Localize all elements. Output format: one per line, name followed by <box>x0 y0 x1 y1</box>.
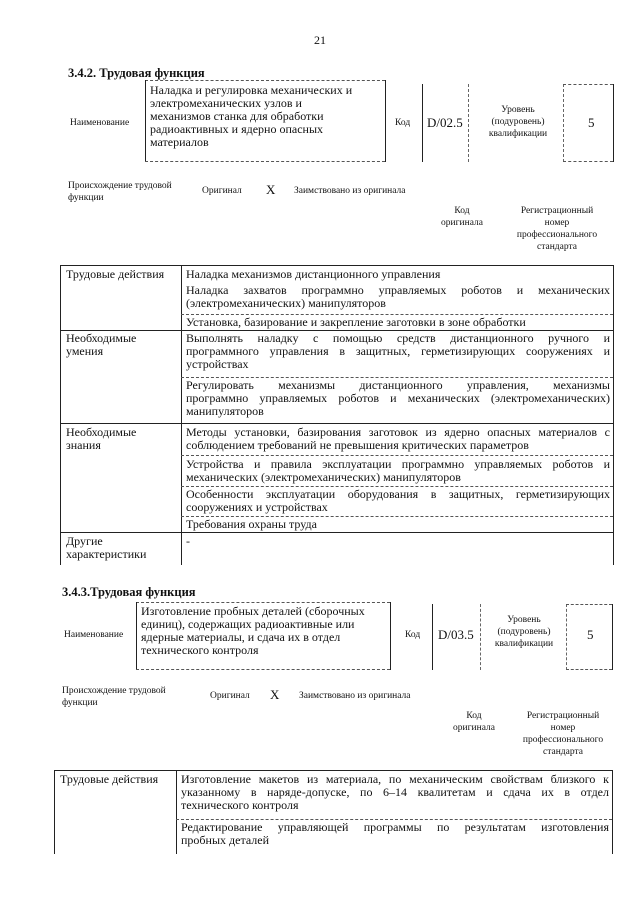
table-cell: Установка, базирование и закрепление заготовки в зоне обработки <box>186 315 526 329</box>
borrowed-label: Заимствовано из оригинала <box>294 186 406 196</box>
code-value: D/03.5 <box>438 627 474 642</box>
table-cell: Изготовление макетов из материала, по механическим свойствам близкого к указанному в наряде-допуске, по 6–14 квалитетам и сдача их в отдел технического контроля <box>181 772 609 812</box>
name-label: Наименование <box>64 630 124 640</box>
table-cell: Выполнять наладку с помощью средств дистанционного ручного и программного управления в защитных, герметизирующих сооружениях и устройствах <box>186 331 610 371</box>
table-cell: Требования охраны труда <box>186 517 317 531</box>
name-box-left-border <box>145 80 146 162</box>
section-heading: 3.4.3.Трудовая функция <box>62 585 196 599</box>
origin-label: Происхождение трудовой функции <box>68 181 172 203</box>
original-code-label: Код оригинала <box>453 711 495 733</box>
name-box-right-border <box>385 80 386 162</box>
table-cell: Методы установки, базирования заготовок из ядерно опасных материалов с соблюдением требований не превышения критических параметров <box>186 425 610 452</box>
original-label: Оригинал <box>210 691 250 701</box>
row-label-knowledge: Необходимые знания <box>66 425 137 452</box>
section-heading: 3.4.2. Трудовая функция <box>68 66 205 80</box>
table-cell: Наладка захватов программно управляемых роботов и механических (электромеханических) манипуляторов <box>186 283 610 310</box>
code-label: Код <box>405 630 421 640</box>
level-value: 5 <box>587 627 594 642</box>
table-cell: Устройства и правила эксплуатации программно управляемых роботов и механических (электромеханических) манипуляторов <box>186 457 610 484</box>
table-cell: Наладка механизмов дистанционного управления <box>186 267 441 281</box>
original-code-label: Код оригинала <box>441 206 483 228</box>
function-name: Изготовление пробных деталей (сборочных единиц), содержащих радиоактивные или ядерные материалы, и сдача их в отдел технического контроля <box>141 604 365 657</box>
level-value: 5 <box>588 115 595 130</box>
code-label: Код <box>395 118 411 128</box>
function-name: Наладка и регулировка механических и электромеханических узлов и механизмов станка для обработки радиоактивных и ядерно опасных материалов <box>150 83 353 149</box>
registration-number-label: Регистрационный номер профессионального стандарта <box>516 206 598 252</box>
row-label-labor-actions: Трудовые действия <box>60 772 159 786</box>
table-cell: Редактирование управляющей программы по результатам изготовления пробных деталей <box>181 820 609 847</box>
level-label: Уровень (подуровень) квалификации <box>494 615 554 649</box>
original-mark: X <box>266 182 276 197</box>
original-label: Оригинал <box>202 186 242 196</box>
name-label: Наименование <box>70 118 130 128</box>
table-cell: Особенности эксплуатации оборудования в защитных, герметизирующих сооружениях и устройствах <box>186 487 610 514</box>
table-cell: Регулировать механизмы дистанционного управления, механизмы программно управляемых роботов и механических (электромеханических) манипуляторов <box>186 378 610 418</box>
original-mark: X <box>270 687 280 702</box>
table-cell: - <box>186 534 190 548</box>
row-label-labor-actions: Трудовые действия <box>66 267 165 281</box>
borrowed-label: Заимствовано из оригинала <box>299 691 411 701</box>
row-label-other: Другие характеристики <box>66 534 147 561</box>
level-label: Уровень (подуровень) квалификации <box>488 105 548 139</box>
origin-label: Происхождение трудовой функции <box>62 686 166 708</box>
page-number: 21 <box>314 33 326 47</box>
registration-number-label: Регистрационный номер профессионального стандарта <box>522 711 604 757</box>
row-label-skills: Необходимые умения <box>66 331 137 358</box>
code-value: D/02.5 <box>427 115 463 130</box>
